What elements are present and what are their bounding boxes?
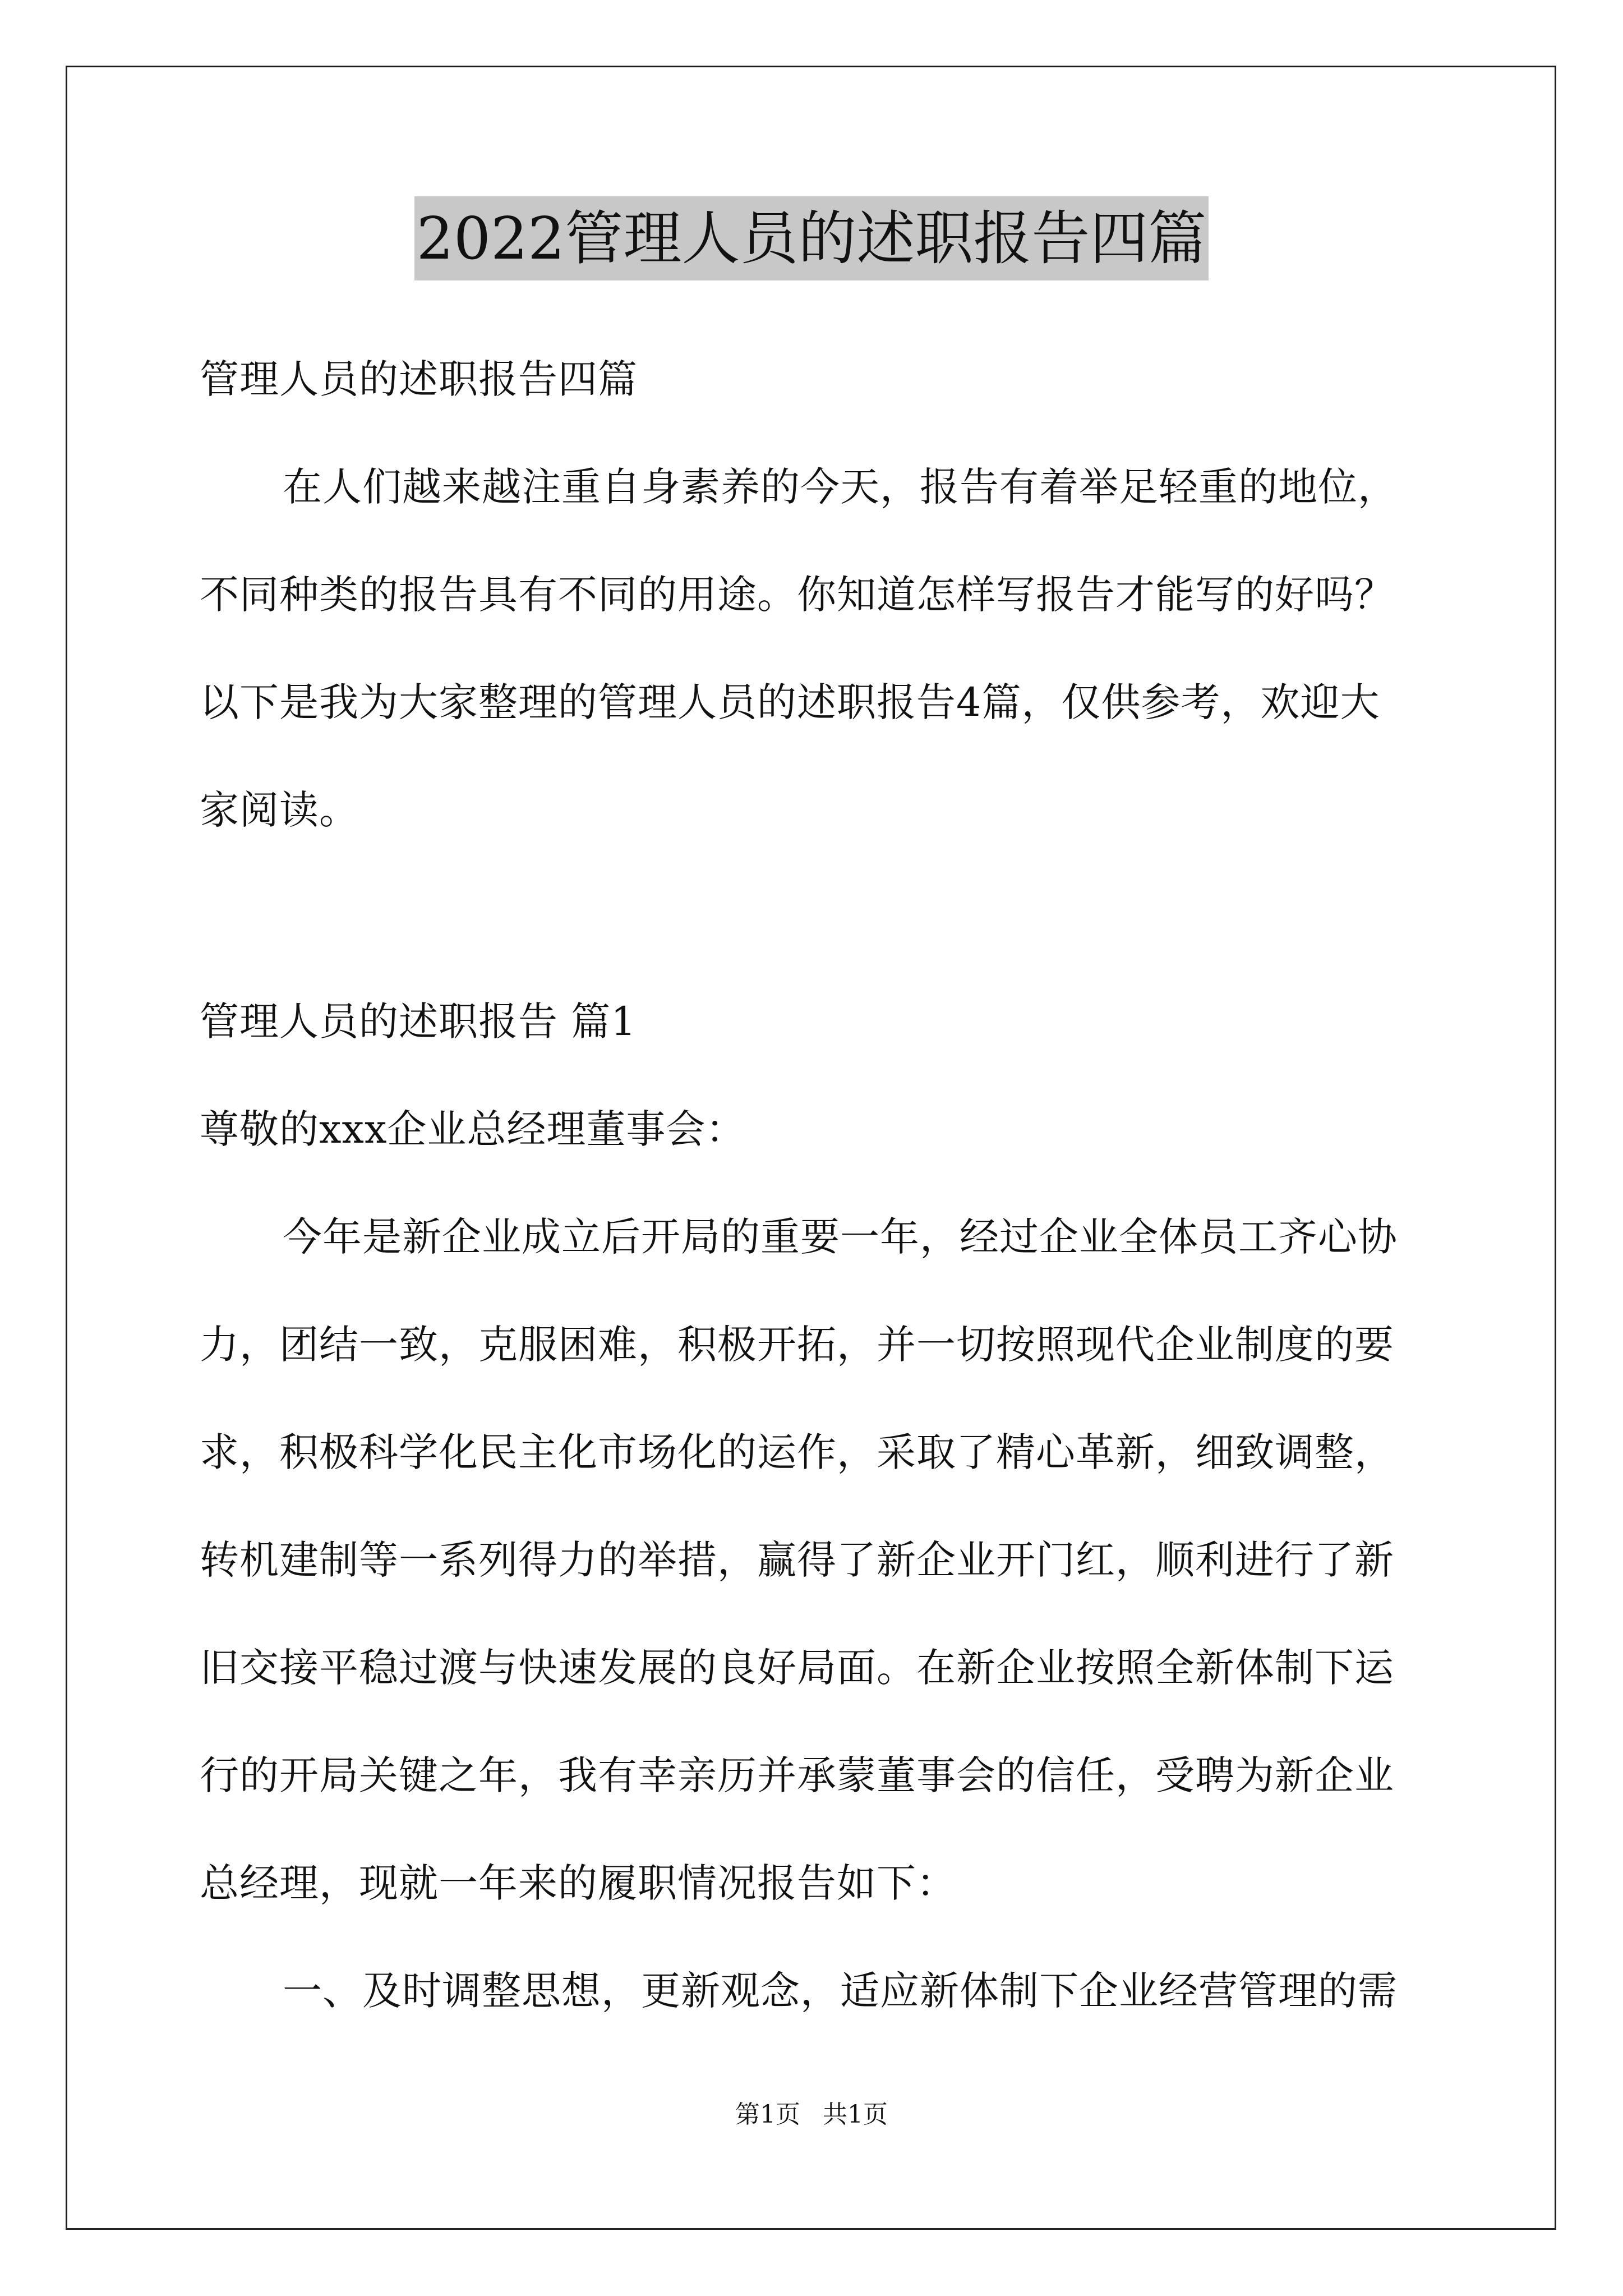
body-line-5: 旧交接平稳过渡与快速发展的良好局面。在新企业按照全新体制下运 — [200, 1645, 1394, 1691]
intro-line-4: 家阅读。 — [200, 787, 359, 833]
body-line-4: 转机建制等一系列得力的举措，赢得了新企业开门红，顺利进行了新 — [200, 1537, 1394, 1583]
intro-line-2: 不同种类的报告具有不同的用途。你知道怎样写报告才能写的好吗？ — [200, 572, 1394, 618]
body-line-2: 力，团结一致，克服困难，积极开拓，并一切按照现代企业制度的要 — [200, 1322, 1394, 1368]
document-title: 2022管理人员的述职报告四篇 — [414, 196, 1209, 280]
page-footer — [0, 2098, 1623, 2132]
body-line-6: 行的开局关键之年，我有幸亲历并承蒙董事会的信任，受聘为新企业 — [200, 1752, 1394, 1798]
subtitle: 管理人员的述职报告四篇 — [200, 356, 638, 402]
body-line-1: 今年是新企业成立后开局的重要一年，经过企业全体员工齐心协 — [283, 1214, 1398, 1260]
intro-line-3: 以下是我为大家整理的管理人员的述职报告4篇，仅供参考，欢迎大 — [200, 679, 1380, 725]
section-heading: 管理人员的述职报告 篇1 — [200, 999, 637, 1045]
body-line-3: 求，积极科学化民主化市场化的运作，采取了精心革新，细致调整， — [200, 1429, 1394, 1475]
document-body — [200, 325, 1428, 864]
page-number: 第1页 — [735, 2100, 800, 2129]
section-1 — [200, 968, 1428, 2045]
point-line-1: 一、及时调整思想，更新观念，适应新体制下企业经营管理的需 — [283, 1968, 1398, 2014]
intro-line-1: 在人们越来越注重自身素养的今天，报告有着举足轻重的地位， — [283, 464, 1398, 510]
page-total: 共1页 — [823, 2100, 888, 2129]
salutation: 尊敬的xxx企业总经理董事会： — [200, 1106, 746, 1152]
title-area — [0, 196, 1623, 280]
body-line-7: 总经理，现就一年来的履职情况报告如下： — [200, 1860, 956, 1906]
